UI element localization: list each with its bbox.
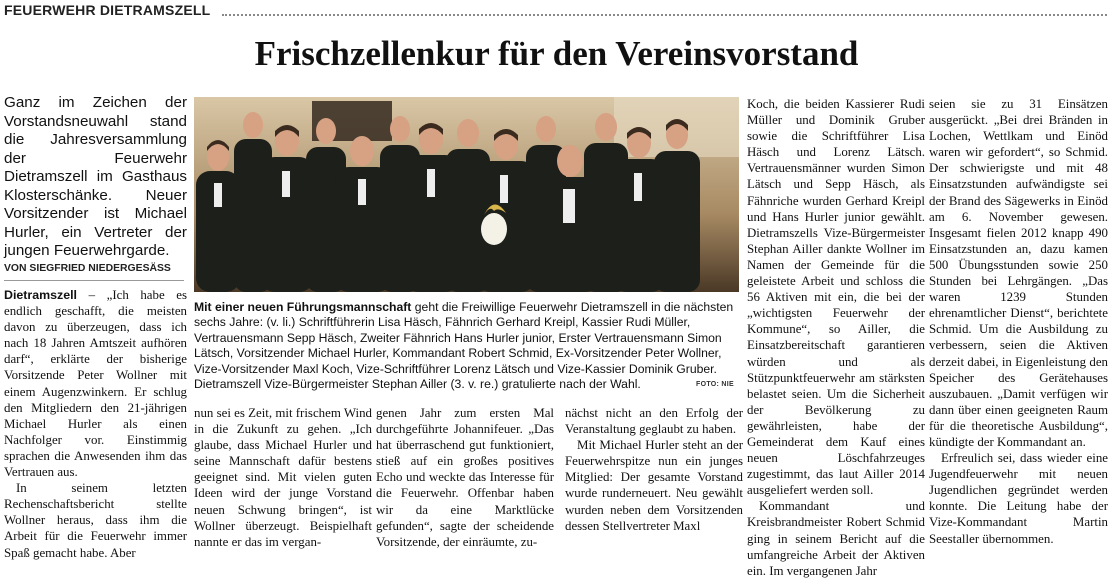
photo-credit: FOTO: NIE [696, 381, 734, 388]
lead-paragraph: Ganz im Zeichen der Vorstandsneuwahl stand die Jahresversammlung der Feuerwehr Dietramszell im Gasthaus Klosterschänke. Neuer Vorsitzender ist Michael Hurler, ein Vertreter der jungen Feuerwehrgarde. [4, 94, 187, 259]
body-paragraph: nächst nicht an den Erfolg der Veranstaltung geglaubt zu haben. [565, 406, 743, 437]
caption-lead: Mit einer neuen Führungsmannschaft [194, 300, 412, 314]
body-paragraph: Mit Michael Hurler steht an der Feuerwehrspitze nun ein junges Mitglied: Der gesamte Vorstand wurde runderneuert. Neu gewählt wurden neben dem Vorsitzenden dessen Stellvertreter Maxl [565, 438, 743, 533]
byline: VON SIEGFRIED NIEDERGESÄSS [4, 263, 171, 274]
body-paragraph: Kommandant und Kreisbrandmeister Robert Schmid ging in seinem Bericht auf die umfangreiche Arbeit der Aktiven ein. Im vergangenen Jahr [747, 499, 925, 578]
body-paragraph [4, 287, 187, 480]
body-paragraph: nun sei es Zeit, mit frischem Wind in die Zukunft zu gehen. „Ich glaube, dass Michael Hurler und seine Mannschaft dafür bestens geeignet sind. Mit vielen guten Ideen wird der junge Vorstand neuen Schwung bringen“, ist Wollner überzeugt. Beispielhaft nannte er das im vergan- [194, 406, 372, 549]
photo-caption [194, 300, 739, 392]
body-paragraph: seien sie zu 31 Einsätzen ausgerückt. „Bei drei Bränden in Lochen, Wettlkam und Einöd waren wir gefordert“, so Schmid. Der schwierigste und mit 48 Einsatzstunden aufwändigste sei der Brand des Sägewerks in Einöd am 6. November gewesen. Insgesamt fielen 2012 knapp 490 Einsatzstunden an, dazu kamen 500 Übungsstunden sowie 250 Stunden bei Lehrgängen. „Das waren 1239 Stunden ehrenamtlicher Dienst“, berichtete Schmid. Um die Ausbildung zu verbessern, seien die Aktiven derzeit dabei, in Eigenleistung den Speicher des Gerätehauses auszubauen. „Damit verfügen wir dann über einen geeigneten Raum für die theoretische Ausbildung“, kündigte der Kommandant an. [929, 97, 1108, 449]
group-photo-illustration [194, 97, 739, 292]
headline: Frischzellenkur für den Vereinsvorstand [254, 34, 859, 73]
kicker-rule [222, 14, 1107, 16]
body-paragraph: In seinem letzten Rechenschaftsbericht stellte Wollner heraus, dass ihm die Arbeit für die Feuerwehr immer Spaß gemacht habe. Aber [4, 481, 187, 560]
group-photo [194, 97, 739, 292]
body-column-2 [194, 405, 372, 550]
dateline-text: – „Ich habe es endlich geschafft, die meisten davon zu überzeugen, dass ich nach 18 Jahren Amtszeit aufhören darf“, erklärte der bisherige Vorsitzende Peter Wollner mit einem Augenzwinkern. Er schlug den Mitgliedern den 21-jährigen Michael Hurler als einen Nachfolger vor. Einstimmig sprachen die Anwesenden ihm das Vertrauen aus. [4, 288, 187, 480]
caption-text: geht die Freiwillige Feuerwehr Dietramszell in die nächsten sechs Jahre: (v. li.) Schriftführerin Lisa Häsch, Fähnrich Gerhard Kreipl, Kassier Rudi Müller, Vertrauensmann Sepp Häsch, Zweiter Fähnrich Hans Hurler junior, Erster Vertrauensmann Simon Lätsch, Vorsitzender Michael Hurler, Kommandant Robert Schmid, Ex-Vorsitzender Peter Wollner, Vize-Vorsitzender Maxl Koch, Vize-Schriftführer Lorenz Lätsch und Vize-Kassier Dominik Gruber. Dietramszell Vize-Bürgermeister Stephan Ailler (3. v. re.) gratulierte nach der Wahl. [194, 300, 734, 392]
body-column-3 [376, 405, 554, 550]
body-paragraph: Erfreulich sei, dass wieder eine Jugendfeuerwehr mit neuen Jugendlichen gegründet werden konnte. Die Leitung habe der Vize-Kommandant Martin Seestaller übernommen. [929, 451, 1108, 546]
body-column-1 [4, 287, 187, 561]
section-kicker: FEUERWEHR DIETRAMSZELL [4, 2, 211, 18]
body-paragraph: genen Jahr zum ersten Mal durchgeführte Johannifeuer. „Das hat überraschend gut funktioniert, stieß auf ein großes positives Echo und weckte das Interesse für die Feuerwehr. Offenbar haben wir da eine Marktlücke gefunden“, sagte der scheidende Vorsitzende, der einräumte, zu- [376, 406, 554, 549]
dateline-place: Dietramszell [4, 288, 78, 302]
body-column-4 [565, 405, 743, 534]
body-paragraph: Koch, die beiden Kassierer Rudi Müller und Dominik Gruber sowie die Schriftführer Lisa Häsch und Lorenz Lätsch. Vertrauensmänner wurden Simon Lätsch und Sepp Häsch, als Fähnriche wurden Gerhard Kreipl und Hans Hurler junior gewählt. Dietramszells Vize-Bürgermeister Stephan Ailler dankte Wollner im Namen der Gemeinde für die geleistete Arbeit und schloss die 56 Aktiven mit ein, die bei der „wichtigsten Feuerwehr der Kommune“, so Ailler, die Einsatzbereitschaft garantieren würden und als Stützpunktfeuerwehr am stärksten belastet seien. Um die Sicherheit der Bevölkerung zu gewährleisten, habe der Gemeinderat dem Kauf eines neuen Löschfahrzeuges zugestimmt, das laut Ailler 2014 ausgeliefert werden soll. [747, 97, 925, 498]
body-column-5 [747, 96, 925, 579]
body-column-6 [929, 96, 1108, 547]
byline-rule [4, 280, 184, 281]
